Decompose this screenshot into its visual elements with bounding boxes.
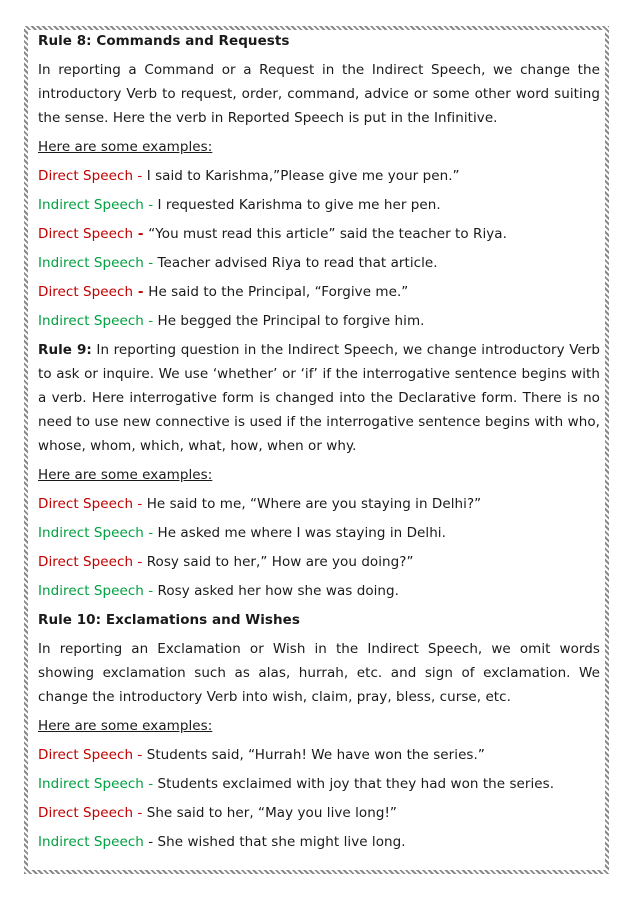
- direct-speech-label: Direct Speech: [38, 496, 134, 512]
- example-text: “You must read this article” said the teacher to Riya.: [148, 226, 507, 242]
- separator: -: [143, 525, 158, 541]
- direct-speech-label: Direct Speech: [38, 805, 134, 821]
- indirect-speech-label: Indirect Speech: [38, 525, 144, 541]
- separator: -: [133, 805, 147, 821]
- separator: -: [143, 255, 158, 271]
- direct-speech-label: Direct Speech: [38, 554, 134, 570]
- rule9-text: In reporting question in the Indirect Speech, we change introductory Verb to ask or inquire. We use ‘whether’ or ‘if’ if the interrogative sentence begins with a verb. Here interrogative form is changed into the Declarative form. There is no need to use new connective is used if the interrogative sentence begins with who, whose, whom, which, what, how, when or why.: [38, 342, 601, 454]
- indirect-speech-label: Indirect Speech: [38, 583, 144, 599]
- indirect-speech-label: Indirect Speech: [38, 197, 144, 213]
- example-line: [38, 222, 600, 246]
- example-text: He begged the Principal to forgive him.: [157, 313, 425, 329]
- indirect-speech-label: Indirect Speech: [38, 834, 144, 850]
- example-line: [38, 579, 600, 603]
- example-line: [38, 830, 600, 854]
- example-text: Students said, “Hurrah! We have won the series.”: [146, 747, 485, 763]
- document-content: [38, 29, 600, 859]
- rule9-paragraph: [38, 338, 600, 458]
- separator: -: [143, 776, 158, 792]
- separator: -: [133, 496, 147, 512]
- separator: -: [143, 583, 158, 599]
- direct-speech-label: Direct Speech: [38, 168, 134, 184]
- example-text: Rosy asked her how she was doing.: [157, 583, 399, 599]
- example-text: I requested Karishma to give me her pen.: [157, 197, 441, 213]
- example-text: He said to the Principal, “Forgive me.”: [148, 284, 409, 300]
- example-text: She said to her, “May you live long!”: [146, 805, 397, 821]
- separator: -: [133, 226, 149, 242]
- example-line: [38, 164, 600, 188]
- example-line: [38, 801, 600, 825]
- separator: -: [133, 747, 147, 763]
- example-text: Rosy said to her,” How are you doing?”: [146, 554, 414, 570]
- direct-speech-label: Direct Speech: [38, 747, 134, 763]
- example-text: She wished that she might live long.: [157, 834, 406, 850]
- example-line: [38, 521, 600, 545]
- separator: -: [143, 197, 158, 213]
- example-line: [38, 251, 600, 275]
- rule9-examples-label: Here are some examples:: [38, 467, 213, 483]
- example-text: I said to Karishma,”Please give me your pen.”: [146, 168, 460, 184]
- example-line: [38, 280, 600, 304]
- example-text: Teacher advised Riya to read that article.: [157, 255, 438, 271]
- separator: -: [133, 168, 147, 184]
- separator: -: [133, 554, 147, 570]
- rule10-heading: Rule 10: Exclamations and Wishes: [38, 612, 300, 628]
- indirect-speech-label: Indirect Speech: [38, 313, 144, 329]
- example-line: [38, 743, 600, 767]
- separator: -: [143, 834, 158, 850]
- rule10-paragraph: In reporting an Exclamation or Wish in the Indirect Speech, we omit words showing exclamation such as alas, hurrah, etc. and sign of exclamation. We change the introductory Verb into wish, claim, pray, bless, curse, etc.: [38, 641, 600, 705]
- example-line: [38, 309, 600, 333]
- separator: -: [143, 313, 158, 329]
- direct-speech-label: Direct Speech: [38, 226, 134, 242]
- example-text: Students exclaimed with joy that they had won the series.: [157, 776, 555, 792]
- separator: -: [133, 284, 149, 300]
- rule8-examples-label: Here are some examples:: [38, 139, 213, 155]
- rule10-examples-label: Here are some examples:: [38, 718, 213, 734]
- example-text: He said to me, “Where are you staying in Delhi?”: [146, 496, 482, 512]
- example-line: [38, 772, 600, 796]
- example-line: [38, 193, 600, 217]
- indirect-speech-label: Indirect Speech: [38, 776, 144, 792]
- rule8-heading: Rule 8: Commands and Requests: [38, 33, 290, 49]
- direct-speech-label: Direct Speech: [38, 284, 134, 300]
- rule8-paragraph: In reporting a Command or a Request in the Indirect Speech, we change the introductory Verb to request, order, command, advice or some other word suiting the sense. Here the verb in Reported Speech is put in the Infinitive.: [38, 62, 600, 126]
- example-text: He asked me where I was staying in Delhi.: [157, 525, 446, 541]
- indirect-speech-label: Indirect Speech: [38, 255, 144, 271]
- example-line: [38, 492, 600, 516]
- rule9-heading: Rule 9:: [38, 342, 92, 358]
- example-line: [38, 550, 600, 574]
